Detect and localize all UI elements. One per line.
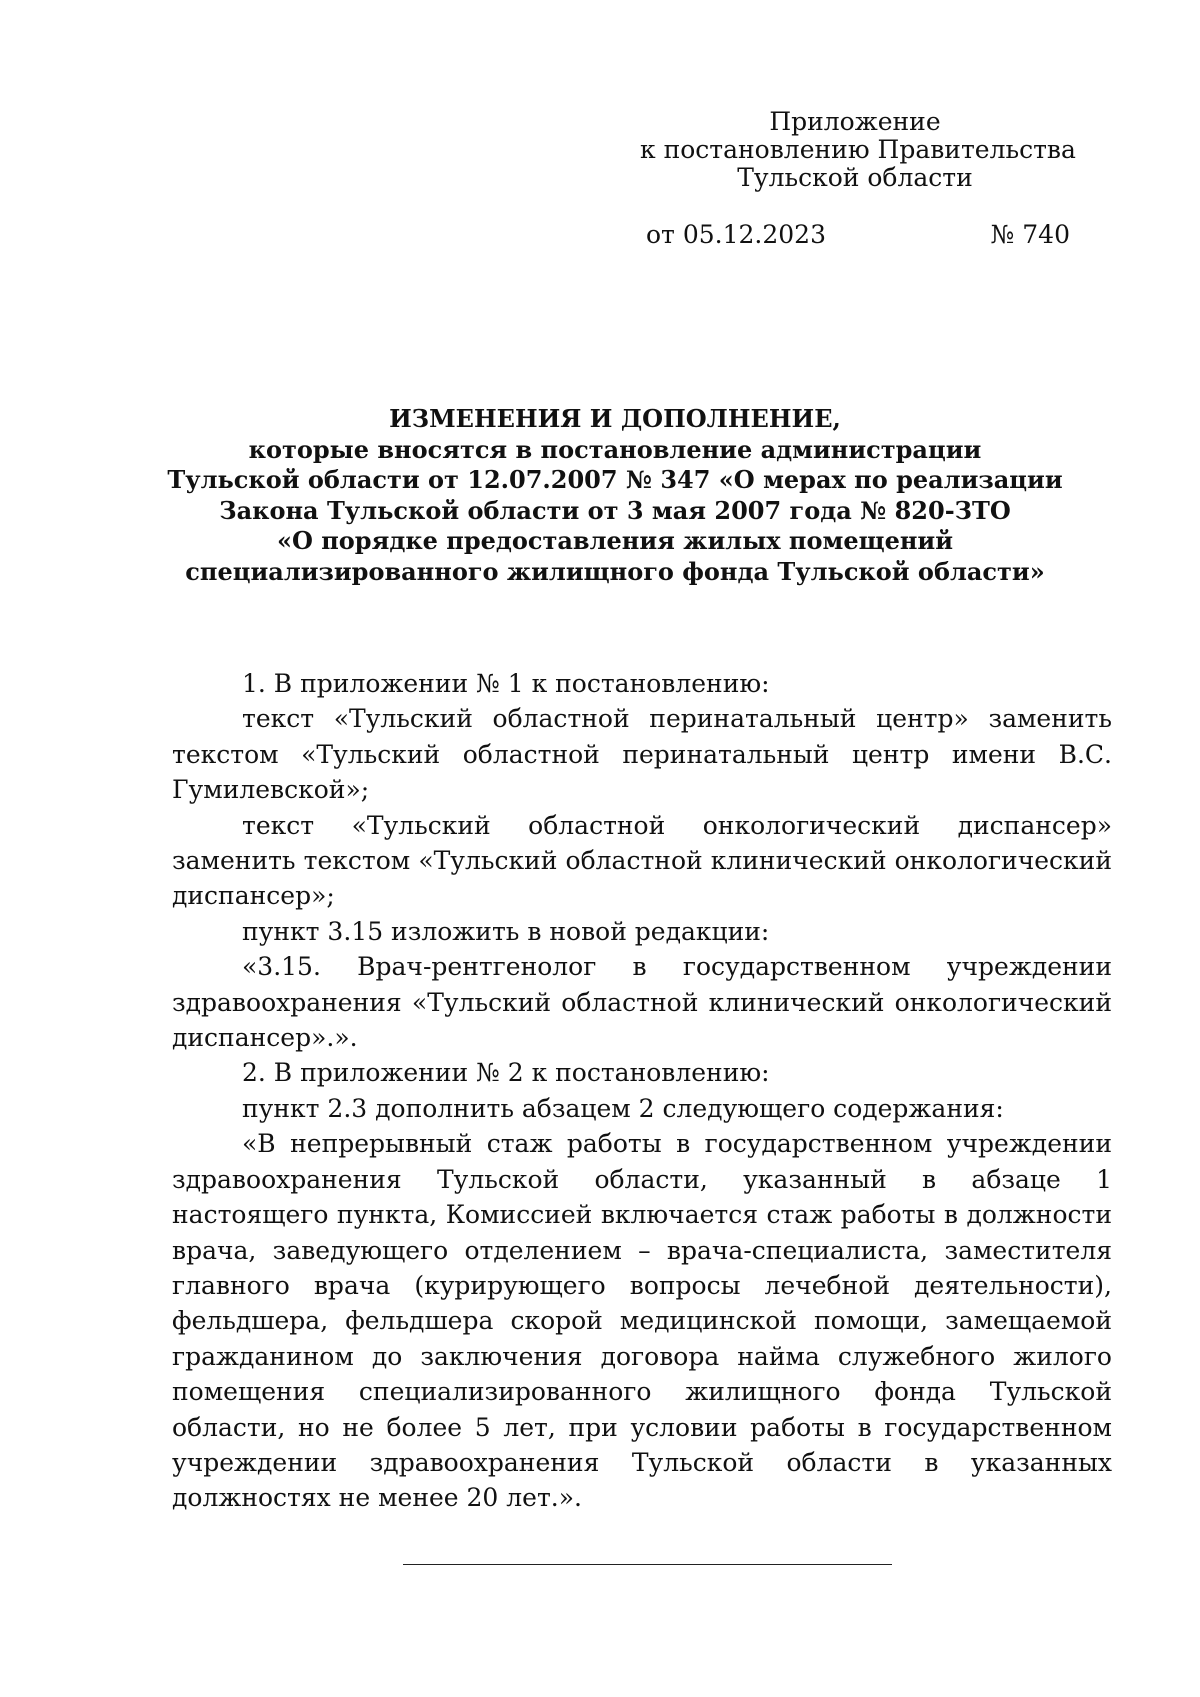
paragraph-3: текст «Тульский областной онкологический диспансер» заменить текстом «Тульский областной клинический онкологический диспансер»; xyxy=(172,810,1112,911)
paragraph-5: «3.15. Врач-рентгенолог в государственном учреждении здравоохранения «Тульский областной клинический онкологический диспансер».». xyxy=(172,952,1112,1053)
approval-line-2: к постановлению Правительства xyxy=(640,135,1076,164)
title-line-2: которые вносятся в постановление администрации xyxy=(248,434,982,464)
title-line-5: «О порядке предоставления жилых помещений xyxy=(276,526,954,555)
paragraph-8: «В непрерывный стаж работы в государственном учреждении здравоохранения Тульской области, указанный в абзаце 1 настоящего пункта, Комиссией включается стаж работы в должности врача, заведующего отделением – врача-специалиста, заместителя главного врача (курирующего вопросы лечебной деятельности), фельдшера, фельдшера скорой медицинской помощи, замещаемой гражданином до заключения договора найма служебного жилого помещения специализированного жилищного фонда Тульской области, но не более 5 лет, при условии работы в государственном учреждении здравоохранения Тульской области в указанных должностях не менее 20 лет.». xyxy=(172,1129,1112,1513)
title-line-6: специализированного жилищного фонда Тульской области» xyxy=(185,556,1045,586)
paragraph-7: пункт 2.3 дополнить абзацем 2 следующего содержания: xyxy=(242,1093,1004,1123)
paragraph-4: пункт 3.15 изложить в новой редакции: xyxy=(242,916,770,946)
document-reference xyxy=(646,220,1070,252)
paragraph-1: 1. В приложении № 1 к постановлению: xyxy=(242,669,770,698)
document-body xyxy=(172,666,1112,1516)
end-of-document-line xyxy=(403,1564,892,1565)
paragraph-2: текст «Тульский областной перинатальный центр» заменить текстом «Тульский областной перинатальный центр имени В.С. Гумилевской»; xyxy=(172,704,1112,805)
approval-line-3: Тульской области xyxy=(737,163,973,192)
title-line-4: Закона Тульской области от 3 мая 2007 года № 820-ЗТО xyxy=(219,495,1011,525)
paragraph-6: 2. В приложении № 2 к постановлению: xyxy=(242,1058,770,1088)
title-line-3: Тульской области от 12.07.2007 № 347 «О мерах по реализации xyxy=(167,465,1063,494)
approval-block xyxy=(640,107,1076,192)
document-title xyxy=(160,404,1070,587)
approval-line-1: Приложение xyxy=(769,107,941,136)
document-number: № 740 xyxy=(990,220,1070,249)
document-date: от 05.12.2023 xyxy=(646,220,826,249)
title-line-1: ИЗМЕНЕНИЯ И ДОПОЛНЕНИЕ, xyxy=(389,404,841,433)
